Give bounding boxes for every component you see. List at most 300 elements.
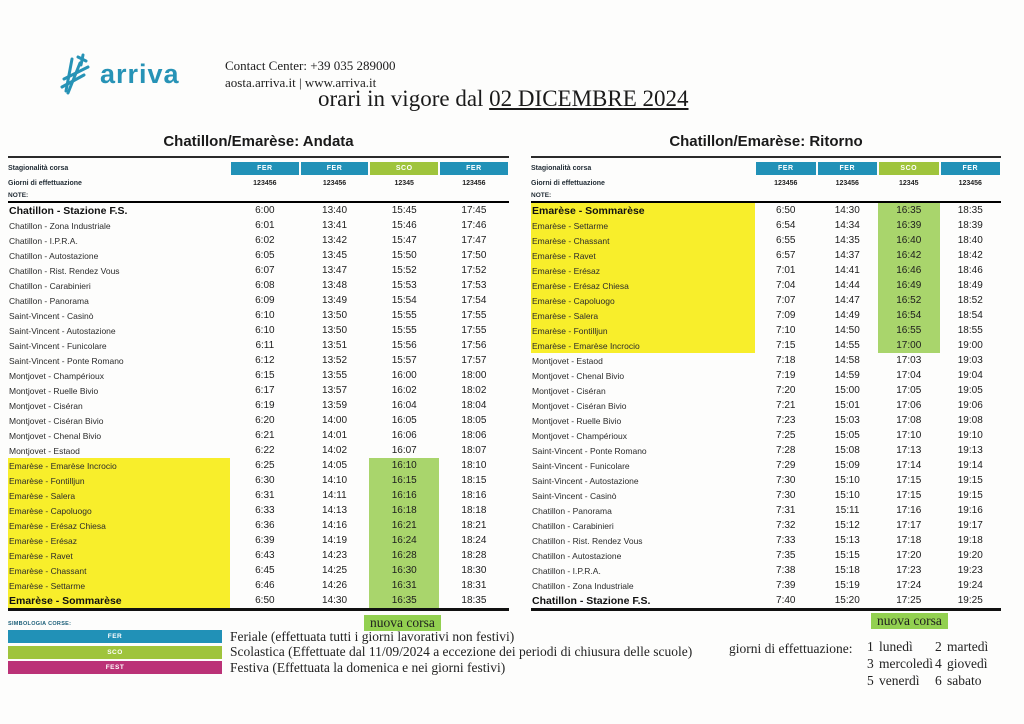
table-ritorno-header bbox=[531, 156, 1001, 203]
stop-name: Emarèse - Ravet bbox=[531, 248, 755, 263]
day-legend-item: 2 martedì bbox=[935, 639, 989, 654]
stop-name: Emarèse - Erésaz bbox=[8, 533, 230, 548]
table-ritorno bbox=[531, 133, 1001, 611]
time-cell: 14:05 bbox=[322, 460, 348, 471]
stop-name: Saint-Vincent - Funicolare bbox=[532, 460, 630, 471]
table-row bbox=[531, 413, 1001, 428]
time-cell: 15:52 bbox=[391, 265, 417, 276]
time-cell: 17:55 bbox=[461, 310, 487, 321]
giorni-label: Giorni di effettuazione bbox=[8, 180, 82, 187]
table-row bbox=[8, 218, 509, 233]
time-cell: 14:13 bbox=[322, 505, 348, 516]
time-cell: 7:25 bbox=[776, 430, 796, 441]
time-cell: 16:24 bbox=[369, 533, 439, 548]
table-row bbox=[531, 338, 1001, 353]
time-cell: 14:37 bbox=[834, 250, 860, 261]
time-cell: 6:12 bbox=[255, 355, 275, 366]
time-cell: 6:11 bbox=[255, 340, 275, 351]
time-cell: 6:22 bbox=[255, 445, 275, 456]
service-type-badge: FER bbox=[440, 162, 508, 175]
time-cell: 18:07 bbox=[461, 445, 487, 456]
table-row bbox=[8, 278, 509, 293]
time-cell: 14:55 bbox=[834, 340, 860, 351]
time-cell: 19:08 bbox=[957, 415, 983, 426]
legend-description: Festiva (Effettuata la domenica e nei giorni festivi) bbox=[230, 659, 506, 675]
stop-name: Montjovet - Ciséran Bivio bbox=[9, 415, 104, 426]
time-cell: 14:23 bbox=[322, 550, 348, 561]
page-title-prefix: orari in vigore dal bbox=[318, 86, 490, 111]
stop-name: Montjovet - Estaod bbox=[9, 445, 80, 456]
time-cell: 7:40 bbox=[776, 595, 796, 606]
time-cell: 15:09 bbox=[834, 460, 860, 471]
time-cell: 16:16 bbox=[369, 488, 439, 503]
time-cell: 14:00 bbox=[322, 415, 348, 426]
time-cell: 6:46 bbox=[255, 580, 275, 591]
time-cell: 19:05 bbox=[957, 385, 983, 396]
table-row bbox=[531, 488, 1001, 503]
table-row bbox=[8, 203, 509, 218]
time-cell: 18:40 bbox=[957, 235, 983, 246]
table-row bbox=[531, 563, 1001, 578]
table-row bbox=[8, 548, 509, 563]
time-cell: 14:01 bbox=[322, 430, 348, 441]
time-cell: 17:18 bbox=[896, 535, 922, 546]
stop-name: Saint-Vincent - Autostazione bbox=[532, 475, 639, 486]
time-cell: 7:23 bbox=[776, 415, 796, 426]
time-cell: 18:24 bbox=[461, 535, 487, 546]
table-row bbox=[8, 293, 509, 308]
table-row bbox=[531, 593, 1001, 608]
table-row bbox=[8, 383, 509, 398]
time-cell: 16:21 bbox=[369, 518, 439, 533]
note-label: NOTE: bbox=[531, 192, 552, 199]
nuova-corsa-badge: nuova corsa bbox=[364, 615, 441, 631]
table-row bbox=[531, 218, 1001, 233]
time-cell: 17:25 bbox=[896, 595, 922, 606]
time-cell: 15:50 bbox=[391, 250, 417, 261]
time-cell: 7:38 bbox=[776, 565, 796, 576]
table-andata-body bbox=[8, 203, 509, 611]
time-cell: 17:54 bbox=[461, 295, 487, 306]
time-cell: 16:52 bbox=[878, 293, 940, 308]
table-andata bbox=[8, 133, 509, 611]
table-row bbox=[8, 338, 509, 353]
time-cell: 16:35 bbox=[369, 593, 439, 608]
legend-bar-fest: FEST bbox=[8, 661, 222, 674]
time-cell: 18:49 bbox=[957, 280, 983, 291]
giorni-label: Giorni di effettuazione bbox=[531, 180, 605, 187]
time-cell: 19:10 bbox=[957, 430, 983, 441]
time-cell: 6:15 bbox=[255, 370, 275, 381]
time-cell: 17:24 bbox=[896, 580, 922, 591]
stop-name: Emarèse - Erésaz Chiesa bbox=[531, 278, 755, 293]
time-cell: 19:14 bbox=[957, 460, 983, 471]
time-cell: 16:04 bbox=[391, 400, 417, 411]
time-cell: 15:13 bbox=[834, 535, 860, 546]
table-row bbox=[531, 353, 1001, 368]
time-cell: 15:55 bbox=[391, 325, 417, 336]
time-cell: 13:41 bbox=[322, 220, 348, 231]
time-cell: 16:05 bbox=[391, 415, 417, 426]
service-type-badge: FER bbox=[818, 162, 878, 175]
stop-name: Chatillon - Panorama bbox=[532, 505, 612, 516]
time-cell: 6:31 bbox=[255, 490, 275, 501]
legend-item bbox=[8, 645, 692, 661]
time-cell: 16:00 bbox=[391, 370, 417, 381]
time-cell: 7:21 bbox=[776, 400, 796, 411]
arriva-logo-text: arriva bbox=[100, 58, 180, 89]
stop-name: Emarèse - Erésaz bbox=[531, 263, 755, 278]
time-cell: 13:49 bbox=[322, 295, 348, 306]
time-cell: 18:21 bbox=[461, 520, 487, 531]
stop-name: Emarèse - Emarèse Incrocio bbox=[531, 338, 755, 353]
stop-name: Montjovet - Estaod bbox=[532, 355, 603, 366]
time-cell: 17:13 bbox=[896, 445, 922, 456]
time-cell: 15:03 bbox=[834, 415, 860, 426]
time-cell: 6:00 bbox=[255, 205, 275, 216]
time-cell: 15:20 bbox=[834, 595, 860, 606]
time-cell: 15:55 bbox=[391, 310, 417, 321]
time-cell: 16:49 bbox=[878, 278, 940, 293]
time-cell: 18:30 bbox=[461, 565, 487, 576]
time-cell: 15:01 bbox=[834, 400, 860, 411]
time-cell: 7:07 bbox=[776, 295, 796, 306]
stop-name: Emarèse - Emarèse Incrocio bbox=[8, 458, 230, 473]
table-row bbox=[531, 383, 1001, 398]
time-cell: 14:25 bbox=[322, 565, 348, 576]
legend bbox=[8, 629, 692, 676]
time-cell: 6:54 bbox=[776, 220, 796, 231]
time-cell: 15:46 bbox=[391, 220, 417, 231]
table-row bbox=[531, 263, 1001, 278]
stop-name: Montjovet - Chenal Bivio bbox=[9, 430, 102, 441]
table-row bbox=[531, 368, 1001, 383]
time-cell: 6:10 bbox=[255, 310, 275, 321]
table-row bbox=[531, 308, 1001, 323]
days-legend bbox=[867, 639, 1010, 690]
time-cell: 19:06 bbox=[957, 400, 983, 411]
time-cell: 6:55 bbox=[776, 235, 796, 246]
time-cell: 14:10 bbox=[322, 475, 348, 486]
time-cell: 16:31 bbox=[369, 578, 439, 593]
stop-name: Montjovet - Ciséran Bivio bbox=[532, 400, 627, 411]
table-row bbox=[8, 563, 509, 578]
time-cell: 17:15 bbox=[896, 490, 922, 501]
stop-name: Chatillon - Zona Industriale bbox=[532, 580, 634, 591]
time-cell: 19:15 bbox=[957, 490, 983, 501]
service-type-badge: SCO bbox=[370, 162, 438, 175]
stop-name: Chatillon - Carabinieri bbox=[9, 280, 91, 291]
time-cell: 13:55 bbox=[322, 370, 348, 381]
time-cell: 18:46 bbox=[957, 265, 983, 276]
time-cell: 7:32 bbox=[776, 520, 796, 531]
table-andata-header bbox=[8, 156, 509, 203]
time-cell: 13:40 bbox=[322, 205, 348, 216]
time-cell: 19:15 bbox=[957, 475, 983, 486]
table-row bbox=[8, 458, 509, 473]
time-cell: 17:45 bbox=[461, 205, 487, 216]
time-cell: 6:09 bbox=[255, 295, 275, 306]
time-cell: 16:40 bbox=[878, 233, 940, 248]
time-cell: 19:00 bbox=[957, 340, 983, 351]
time-cell: 17:23 bbox=[896, 565, 922, 576]
table-row bbox=[531, 473, 1001, 488]
stop-name: Montjovet - Ciséran bbox=[532, 385, 606, 396]
time-cell: 14:41 bbox=[834, 265, 860, 276]
stop-name: Emarèse - Settarme bbox=[531, 218, 755, 233]
stop-name: Emarèse - Sommarèse bbox=[8, 593, 230, 608]
service-days: 123456 bbox=[774, 180, 798, 187]
time-cell: 18:05 bbox=[461, 415, 487, 426]
contact-phone: Contact Center: +39 035 289000 bbox=[225, 58, 396, 73]
stop-name: Saint-Vincent - Casinò bbox=[532, 490, 617, 501]
time-cell: 17:52 bbox=[461, 265, 487, 276]
service-days: 12345 bbox=[899, 180, 919, 187]
service-type-badge: FER bbox=[231, 162, 299, 175]
stop-name: Montjovet - Ciséran bbox=[9, 400, 83, 411]
time-cell: 13:50 bbox=[322, 310, 348, 321]
stop-name: Chatillon - Panorama bbox=[9, 295, 89, 306]
time-cell: 15:45 bbox=[391, 205, 417, 216]
time-cell: 19:04 bbox=[957, 370, 983, 381]
time-cell: 18:02 bbox=[461, 385, 487, 396]
stop-name: Montjovet - Champérioux bbox=[9, 370, 104, 381]
time-cell: 14:58 bbox=[834, 355, 860, 366]
time-cell: 19:03 bbox=[957, 355, 983, 366]
time-cell: 7:04 bbox=[776, 280, 796, 291]
time-cell: 14:34 bbox=[834, 220, 860, 231]
table-row bbox=[531, 203, 1001, 218]
stop-name: Emarèse - Capoluogo bbox=[8, 503, 230, 518]
legend-item bbox=[8, 660, 692, 676]
service-type-badge: FER bbox=[941, 162, 1001, 175]
time-cell: 17:05 bbox=[896, 385, 922, 396]
time-cell: 17:00 bbox=[878, 338, 940, 353]
time-cell: 14:19 bbox=[322, 535, 348, 546]
time-cell: 14:35 bbox=[834, 235, 860, 246]
time-cell: 17:53 bbox=[461, 280, 487, 291]
time-cell: 16:15 bbox=[369, 473, 439, 488]
time-cell: 6:50 bbox=[776, 205, 796, 216]
service-days: 123456 bbox=[322, 180, 347, 187]
time-cell: 6:45 bbox=[255, 565, 275, 576]
time-cell: 15:56 bbox=[391, 340, 417, 351]
time-cell: 17:46 bbox=[461, 220, 487, 231]
table-row bbox=[531, 578, 1001, 593]
time-cell: 14:26 bbox=[322, 580, 348, 591]
time-cell: 15:57 bbox=[391, 355, 417, 366]
table-row bbox=[531, 293, 1001, 308]
time-cell: 15:05 bbox=[834, 430, 860, 441]
table-row bbox=[531, 518, 1001, 533]
stop-name: Emarèse - Erésaz Chiesa bbox=[8, 518, 230, 533]
time-cell: 18:18 bbox=[461, 505, 487, 516]
time-cell: 7:35 bbox=[776, 550, 796, 561]
table-row bbox=[8, 368, 509, 383]
service-days: 123456 bbox=[462, 180, 486, 187]
time-cell: 6:17 bbox=[255, 385, 275, 396]
time-cell: 6:05 bbox=[255, 250, 275, 261]
time-cell: 6:02 bbox=[255, 235, 275, 246]
time-cell: 17:14 bbox=[896, 460, 922, 471]
time-cell: 18:06 bbox=[461, 430, 487, 441]
time-cell: 17:04 bbox=[896, 370, 922, 381]
time-cell: 6:36 bbox=[255, 520, 275, 531]
time-cell: 14:30 bbox=[834, 205, 860, 216]
stop-name: Chatillon - Stazione F.S. bbox=[9, 204, 128, 217]
table-row bbox=[8, 413, 509, 428]
time-cell: 14:50 bbox=[834, 325, 860, 336]
time-cell: 14:02 bbox=[322, 445, 348, 456]
service-days: 123456 bbox=[835, 180, 859, 187]
time-cell: 16:07 bbox=[391, 445, 417, 456]
time-cell: 13:57 bbox=[322, 385, 348, 396]
stop-name: Emarèse - Fontilljun bbox=[8, 473, 230, 488]
stop-name: Emarèse - Sommarèse bbox=[531, 203, 755, 218]
table-row bbox=[8, 263, 509, 278]
stop-name: Chatillon - Stazione F.S. bbox=[532, 594, 651, 607]
table-row bbox=[8, 248, 509, 263]
time-cell: 17:57 bbox=[461, 355, 487, 366]
table-row bbox=[531, 533, 1001, 548]
stop-name: Emarèse - Capoluogo bbox=[531, 293, 755, 308]
table-row bbox=[8, 593, 509, 608]
stop-name: Montjovet - Ruelle Bivio bbox=[9, 385, 99, 396]
time-cell: 16:35 bbox=[878, 203, 940, 218]
time-cell: 15:12 bbox=[834, 520, 860, 531]
stop-name: Emarèse - Chassant bbox=[8, 563, 230, 578]
time-cell: 15:53 bbox=[391, 280, 417, 291]
time-cell: 16:42 bbox=[878, 248, 940, 263]
time-cell: 6:01 bbox=[255, 220, 275, 231]
time-cell: 18:54 bbox=[957, 310, 983, 321]
table-ritorno-title: Chatillon/Emarèse: Ritorno bbox=[669, 133, 863, 150]
time-cell: 14:16 bbox=[322, 520, 348, 531]
stop-name: Chatillon - Rist. Rendez Vous bbox=[532, 535, 643, 546]
table-row bbox=[8, 503, 509, 518]
day-legend-item: 4 giovedì bbox=[935, 656, 988, 671]
time-cell: 13:48 bbox=[322, 280, 348, 291]
time-cell: 7:30 bbox=[776, 475, 796, 486]
table-row bbox=[8, 398, 509, 413]
arriva-logo-mark-icon bbox=[58, 53, 94, 95]
time-cell: 16:54 bbox=[878, 308, 940, 323]
stop-name: Chatillon - Autostazione bbox=[9, 250, 99, 261]
time-cell: 6:21 bbox=[255, 430, 275, 441]
nuova-corsa-badge: nuova corsa bbox=[871, 613, 948, 629]
time-cell: 7:28 bbox=[776, 445, 796, 456]
time-cell: 6:57 bbox=[776, 250, 796, 261]
time-cell: 16:02 bbox=[391, 385, 417, 396]
time-cell: 7:39 bbox=[776, 580, 796, 591]
time-cell: 16:18 bbox=[369, 503, 439, 518]
stop-name: Emarèse - Salera bbox=[531, 308, 755, 323]
table-row bbox=[8, 308, 509, 323]
time-cell: 18:00 bbox=[461, 370, 487, 381]
time-cell: 14:49 bbox=[834, 310, 860, 321]
simbologia-label: SIMBOLOGIA CORSE: bbox=[8, 621, 72, 627]
time-cell: 19:17 bbox=[957, 520, 983, 531]
time-cell: 18:31 bbox=[461, 580, 487, 591]
stop-name: Chatillon - I.P.R.A. bbox=[532, 565, 601, 576]
service-days: 123456 bbox=[958, 180, 982, 187]
time-cell: 6:07 bbox=[255, 265, 275, 276]
time-cell: 16:10 bbox=[369, 458, 439, 473]
page-title-date: 02 DICEMBRE 2024 bbox=[489, 86, 689, 111]
time-cell: 19:18 bbox=[957, 535, 983, 546]
time-cell: 13:52 bbox=[322, 355, 348, 366]
time-cell: 14:47 bbox=[834, 295, 860, 306]
day-legend-item: 3 mercoledì bbox=[867, 656, 933, 671]
time-cell: 19:23 bbox=[957, 565, 983, 576]
stop-name: Emarèse - Fontilljun bbox=[531, 323, 755, 338]
time-cell: 17:56 bbox=[461, 340, 487, 351]
time-cell: 17:08 bbox=[896, 415, 922, 426]
time-cell: 15:08 bbox=[834, 445, 860, 456]
time-cell: 15:19 bbox=[834, 580, 860, 591]
time-cell: 7:09 bbox=[776, 310, 796, 321]
service-days: 123456 bbox=[253, 180, 277, 187]
service-type-badge: SCO bbox=[879, 162, 939, 175]
stop-name: Chatillon - I.P.R.A. bbox=[9, 235, 78, 246]
time-cell: 7:30 bbox=[776, 490, 796, 501]
time-cell: 17:16 bbox=[896, 505, 922, 516]
stop-name: Montjovet - Champérioux bbox=[532, 430, 627, 441]
service-type-badge: FER bbox=[756, 162, 816, 175]
legend-description: Feriale (effettuata tutti i giorni lavorativi non festivi) bbox=[230, 628, 515, 644]
time-cell: 6:08 bbox=[255, 280, 275, 291]
stop-name: Saint-Vincent - Funicolare bbox=[9, 340, 107, 351]
table-row bbox=[531, 398, 1001, 413]
time-cell: 16:46 bbox=[878, 263, 940, 278]
time-cell: 14:30 bbox=[322, 595, 348, 606]
stop-name: Emarèse - Settarme bbox=[8, 578, 230, 593]
time-cell: 7:20 bbox=[776, 385, 796, 396]
time-cell: 14:59 bbox=[834, 370, 860, 381]
time-cell: 17:03 bbox=[896, 355, 922, 366]
time-cell: 16:30 bbox=[369, 563, 439, 578]
time-cell: 18:42 bbox=[957, 250, 983, 261]
time-cell: 17:17 bbox=[896, 520, 922, 531]
time-cell: 15:15 bbox=[834, 550, 860, 561]
time-cell: 18:10 bbox=[461, 460, 487, 471]
legend-bar-sco: SCO bbox=[8, 646, 222, 659]
time-cell: 7:33 bbox=[776, 535, 796, 546]
time-cell: 6:39 bbox=[255, 535, 275, 546]
day-legend-item: 6 sabato bbox=[935, 673, 982, 688]
time-cell: 19:20 bbox=[957, 550, 983, 561]
table-row bbox=[8, 428, 509, 443]
time-cell: 13:50 bbox=[322, 325, 348, 336]
time-cell: 16:28 bbox=[369, 548, 439, 563]
time-cell: 18:16 bbox=[461, 490, 487, 501]
table-row bbox=[8, 233, 509, 248]
time-cell: 18:15 bbox=[461, 475, 487, 486]
time-cell: 6:50 bbox=[255, 595, 275, 606]
table-row bbox=[531, 503, 1001, 518]
stop-name: Saint-Vincent - Casinò bbox=[9, 310, 94, 321]
table-row bbox=[531, 278, 1001, 293]
time-cell: 18:35 bbox=[957, 205, 983, 216]
table-row bbox=[8, 533, 509, 548]
time-cell: 18:52 bbox=[957, 295, 983, 306]
time-cell: 7:19 bbox=[776, 370, 796, 381]
day-legend-item: 1 lunedì bbox=[867, 639, 913, 654]
table-row bbox=[8, 443, 509, 458]
time-cell: 17:15 bbox=[896, 475, 922, 486]
time-cell: 15:11 bbox=[835, 505, 860, 516]
time-cell: 17:06 bbox=[896, 400, 922, 411]
